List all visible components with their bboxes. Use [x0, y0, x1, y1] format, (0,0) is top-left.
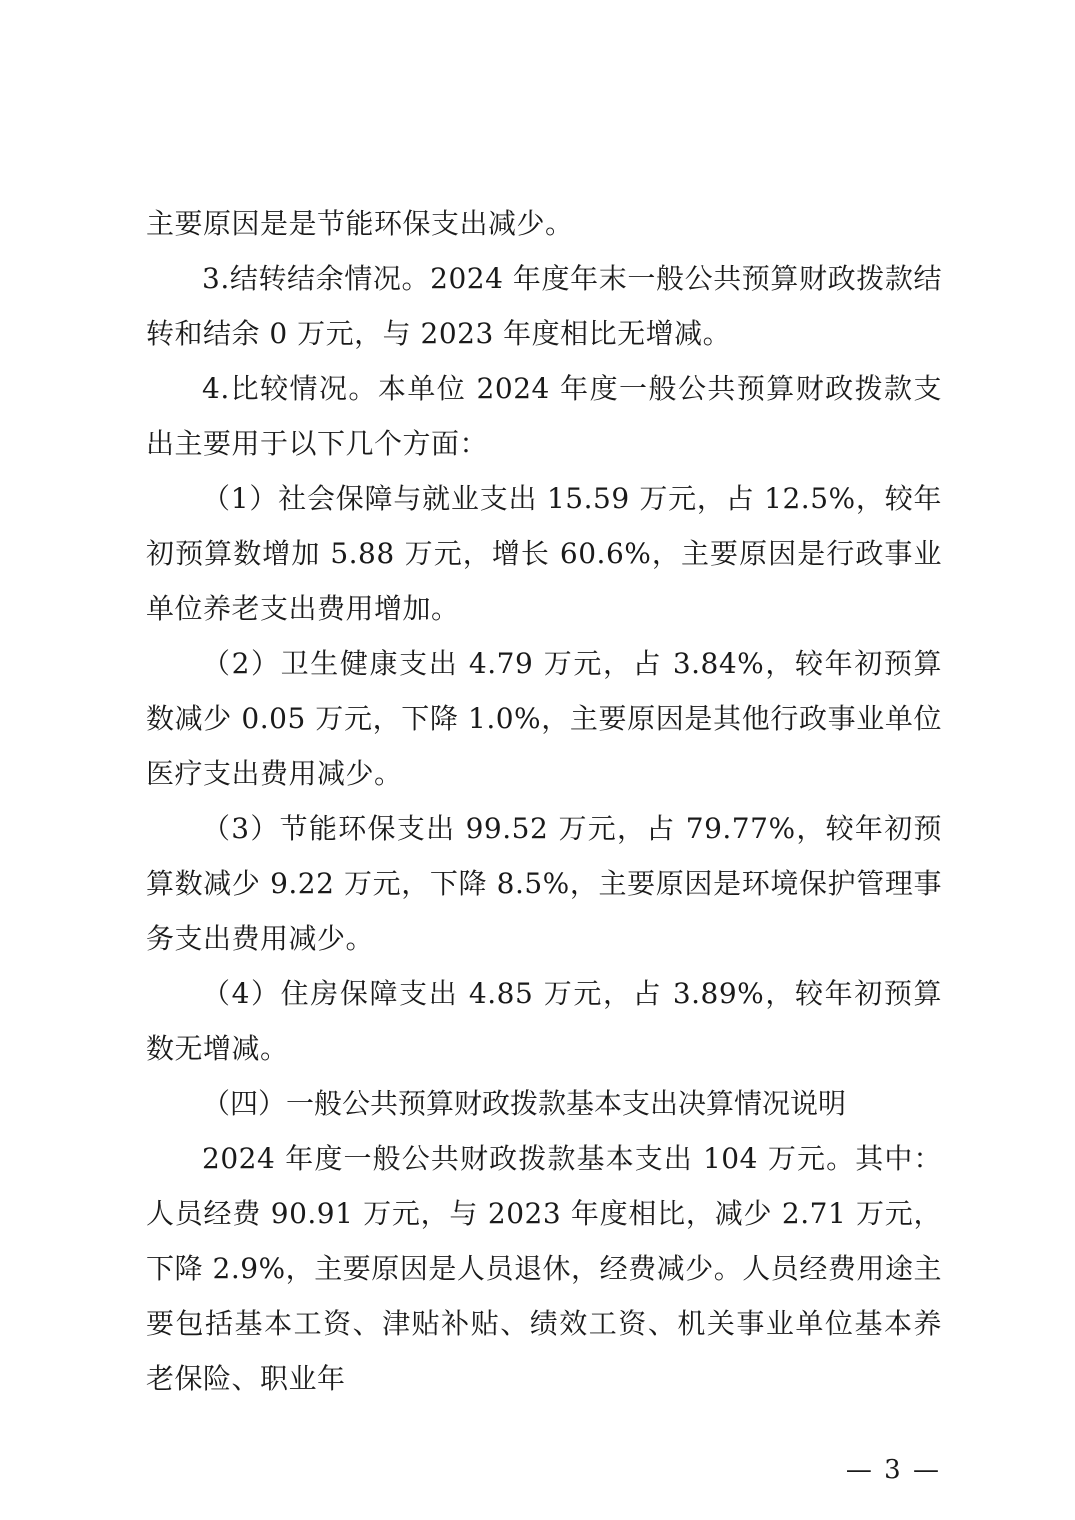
paragraph-continuation: 主要原因是是节能环保支出减少。 — [146, 207, 574, 240]
paragraph-carryover: 3.结转结余情况。2024 年度年末一般公共预算财政拨款结转和结余 0 万元，与 2023 年度相比无增减。 — [146, 262, 942, 350]
page-number: — 3 — — [845, 1455, 941, 1485]
document-body — [146, 196, 942, 1406]
paragraph-comparison: 4.比较情况。本单位 2024 年度一般公共预算财政拨款支出主要用于以下几个方面： — [146, 372, 942, 460]
paragraph-item-3: （3）节能环保支出 99.52 万元，占 79.77%，较年初预算数减少 9.22 万元，下降 8.5%，主要原因是环境保护管理事务支出费用减少。 — [146, 812, 942, 955]
paragraph-item-1: （1）社会保障与就业支出 15.59 万元，占 12.5%，较年初预算数增加 5.88 万元，增长 60.6%，主要原因是行政事业单位养老支出费用增加。 — [146, 482, 942, 625]
section-heading: （四）一般公共预算财政拨款基本支出决算情况说明 — [202, 1087, 847, 1120]
paragraph-item-2: （2）卫生健康支出 4.79 万元，占 3.84%，较年初预算数减少 0.05 万元，下降 1.0%，主要原因是其他行政事业单位医疗支出费用减少。 — [146, 647, 942, 790]
paragraph-item-4: （4）住房保障支出 4.85 万元，占 3.89%，较年初预算数无增减。 — [146, 977, 942, 1065]
paragraph-basic-expenditure: 2024 年度一般公共财政拨款基本支出 104 万元。其中：人员经费 90.91 万元，与 2023 年度相比，减少 2.71 万元，下降 2.9%，主要原因是人员退休，经费减少。人员经费用途主要包括基本工资、津贴补贴、绩效工资、机关事业单位基本养老保险、职业年 — [146, 1142, 942, 1395]
